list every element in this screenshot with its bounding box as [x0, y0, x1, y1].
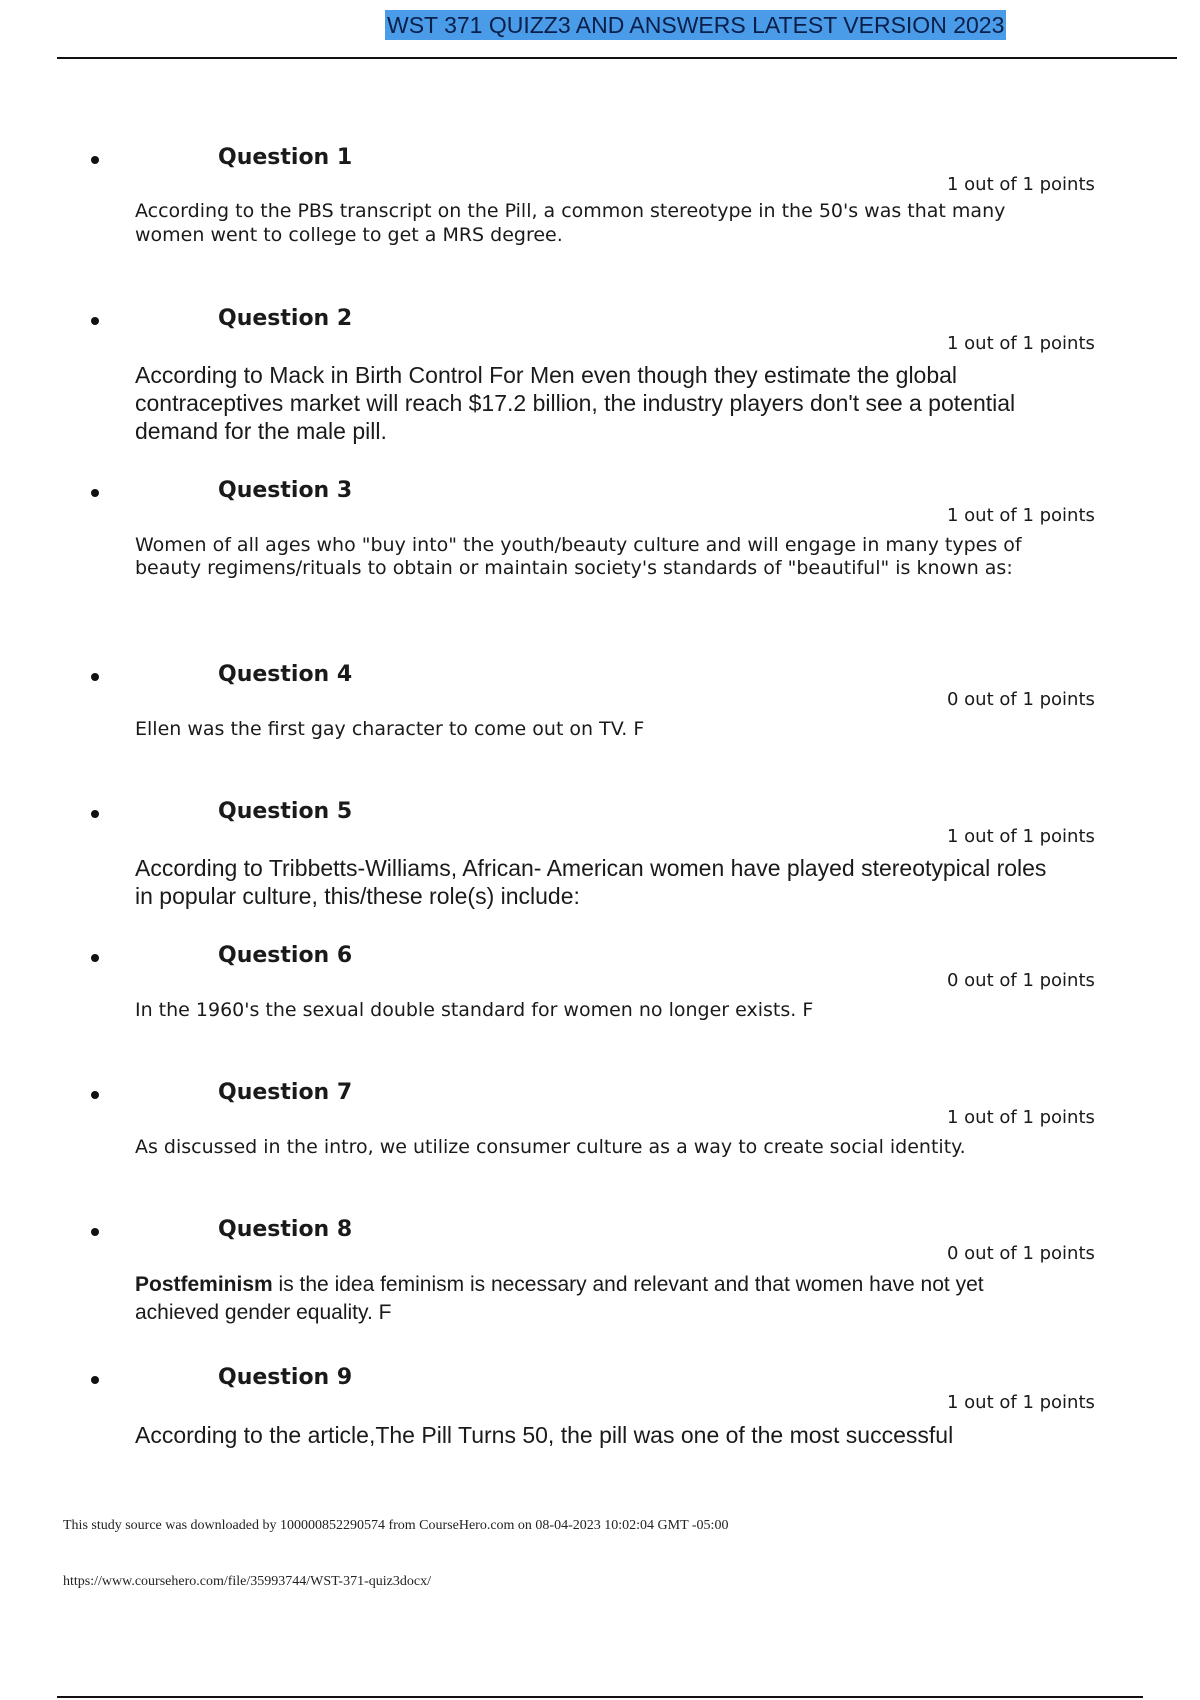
- bullet-icon: [91, 954, 99, 962]
- question-heading: Question 6: [218, 943, 353, 968]
- question-score: 1 out of 1 points: [947, 505, 1095, 526]
- question-text: According to the PBS transcript on the Pill, a common stereotype in the 50's was that many women went to college to get a MRS degree.: [135, 200, 1006, 246]
- bullet-icon: [91, 1091, 99, 1099]
- bullet-icon: [91, 156, 99, 164]
- bullet-icon: [91, 1228, 99, 1236]
- footer-divider: [57, 1696, 1143, 1698]
- download-notice: This study source was downloaded by 100000852290574 from CourseHero.com on 08-04-2023 10:02:04 GMT -05:00: [63, 1518, 729, 1533]
- question-heading: Question 5: [218, 799, 353, 824]
- question-score: 0 out of 1 points: [947, 970, 1095, 991]
- postfeminism-term: Postfeminism: [135, 1273, 273, 1296]
- document-title-wrap: [385, 10, 1006, 42]
- question-score: 1 out of 1 points: [947, 1107, 1095, 1128]
- question-text: Ellen was the first gay character to come out on TV. F: [135, 718, 645, 740]
- question-text: According to Mack in Birth Control For Men even though they estimate the global contraceptives market will reach $17.2 billion, the industry players don't see a potential demand for the male pill.: [135, 362, 1016, 444]
- question-score: 1 out of 1 points: [947, 174, 1095, 195]
- bullet-icon: [91, 810, 99, 818]
- question-text: According to Tribbetts-Williams, African- American women have played stereotypical roles in popular culture, this/these role(s) include:: [135, 855, 1047, 909]
- question-heading: Question 2: [218, 306, 353, 331]
- question-heading: Question 4: [218, 662, 353, 687]
- question-text: As discussed in the intro, we utilize consumer culture as a way to create social identity.: [135, 1136, 966, 1158]
- question-score: 0 out of 1 points: [947, 689, 1095, 710]
- bullet-icon: [91, 673, 99, 681]
- question-heading: Question 9: [218, 1365, 353, 1390]
- question-score: 0 out of 1 points: [947, 1243, 1095, 1264]
- bullet-icon: [91, 489, 99, 497]
- source-url-link[interactable]: https://www.coursehero.com/file/35993744/WST-371-quiz3docx/: [63, 1574, 431, 1589]
- question-score: 1 out of 1 points: [947, 1392, 1095, 1413]
- question-score: 1 out of 1 points: [947, 333, 1095, 354]
- question-text: Women of all ages who "buy into" the youth/beauty culture and will engage in many types of beauty regimens/rituals to obtain or maintain society's standards of "beautiful" is known as:: [135, 534, 1022, 579]
- question-heading: Question 8: [218, 1217, 353, 1242]
- question-heading: Question 1: [218, 145, 353, 170]
- question-text-body: is the idea feminism is necessary and relevant and that women have not yet achieved gender equality. F: [135, 1273, 984, 1324]
- bullet-icon: [91, 317, 99, 325]
- question-heading: Question 7: [218, 1080, 353, 1105]
- document-title: WST 371 QUIZZ3 AND ANSWERS LATEST VERSION 2023: [387, 12, 1005, 38]
- bullet-icon: [91, 1376, 99, 1384]
- question-text: [135, 1271, 1065, 1327]
- question-text: According to the article,The Pill Turns 50, the pill was one of the most successful: [135, 1422, 954, 1448]
- question-heading: Question 3: [218, 478, 353, 503]
- header-divider: [57, 57, 1177, 59]
- question-text: In the 1960's the sexual double standard for women no longer exists. F: [135, 999, 814, 1021]
- question-score: 1 out of 1 points: [947, 826, 1095, 847]
